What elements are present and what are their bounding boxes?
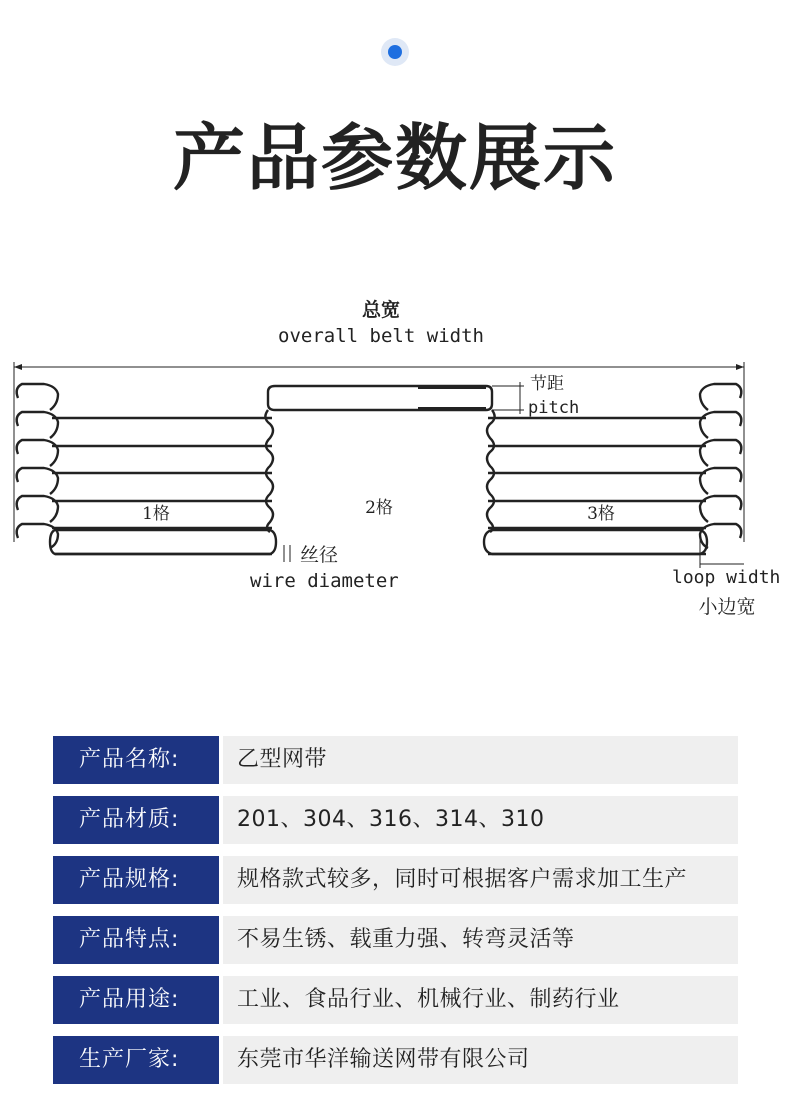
- spec-label: 生产厂家:: [53, 1036, 219, 1084]
- spec-row-features: [53, 916, 738, 964]
- pitch-label-en: pitch: [528, 398, 580, 418]
- pitch-label-cn: 节距: [530, 374, 564, 394]
- spec-value: 乙型网带: [223, 736, 738, 784]
- spec-row-specification: [53, 856, 738, 904]
- spec-value: 不易生锈、载重力强、转弯灵活等: [223, 916, 738, 964]
- spec-label: 产品用途:: [53, 976, 219, 1024]
- cell-1-label: 1格: [142, 504, 170, 524]
- spec-label: 产品特点:: [53, 916, 219, 964]
- cell-2-label: 2格: [365, 498, 393, 518]
- spec-row-manufacturer: [53, 1036, 738, 1084]
- spec-row-name: [53, 736, 738, 784]
- spec-value: 规格款式较多，同时可根据客户需求加工生产: [223, 856, 738, 904]
- spec-value: 工业、食品行业、机械行业、制药行业: [223, 976, 738, 1024]
- wire-diameter-label-en: wire diameter: [250, 570, 399, 592]
- page-title: 产品参数展示: [172, 116, 617, 200]
- spec-label: 产品材质:: [53, 796, 219, 844]
- overall-width-label-en: overall belt width: [278, 325, 484, 347]
- spec-value: 201、304、316、314、310: [223, 796, 738, 844]
- wire-diameter-label-cn: 丝径: [300, 544, 339, 566]
- spec-label: 产品名称:: [53, 736, 219, 784]
- loop-width-label-en: loop width: [672, 567, 781, 588]
- loop-width-label-cn: 小边宽: [698, 596, 756, 618]
- spec-label: 产品规格:: [53, 856, 219, 904]
- spec-row-material: [53, 796, 738, 844]
- overall-width-label-cn: 总宽: [361, 299, 401, 321]
- spec-row-usage: [53, 976, 738, 1024]
- spec-value: 东莞市华洋输送网带有限公司: [223, 1036, 738, 1084]
- cell-3-label: 3格: [587, 504, 615, 524]
